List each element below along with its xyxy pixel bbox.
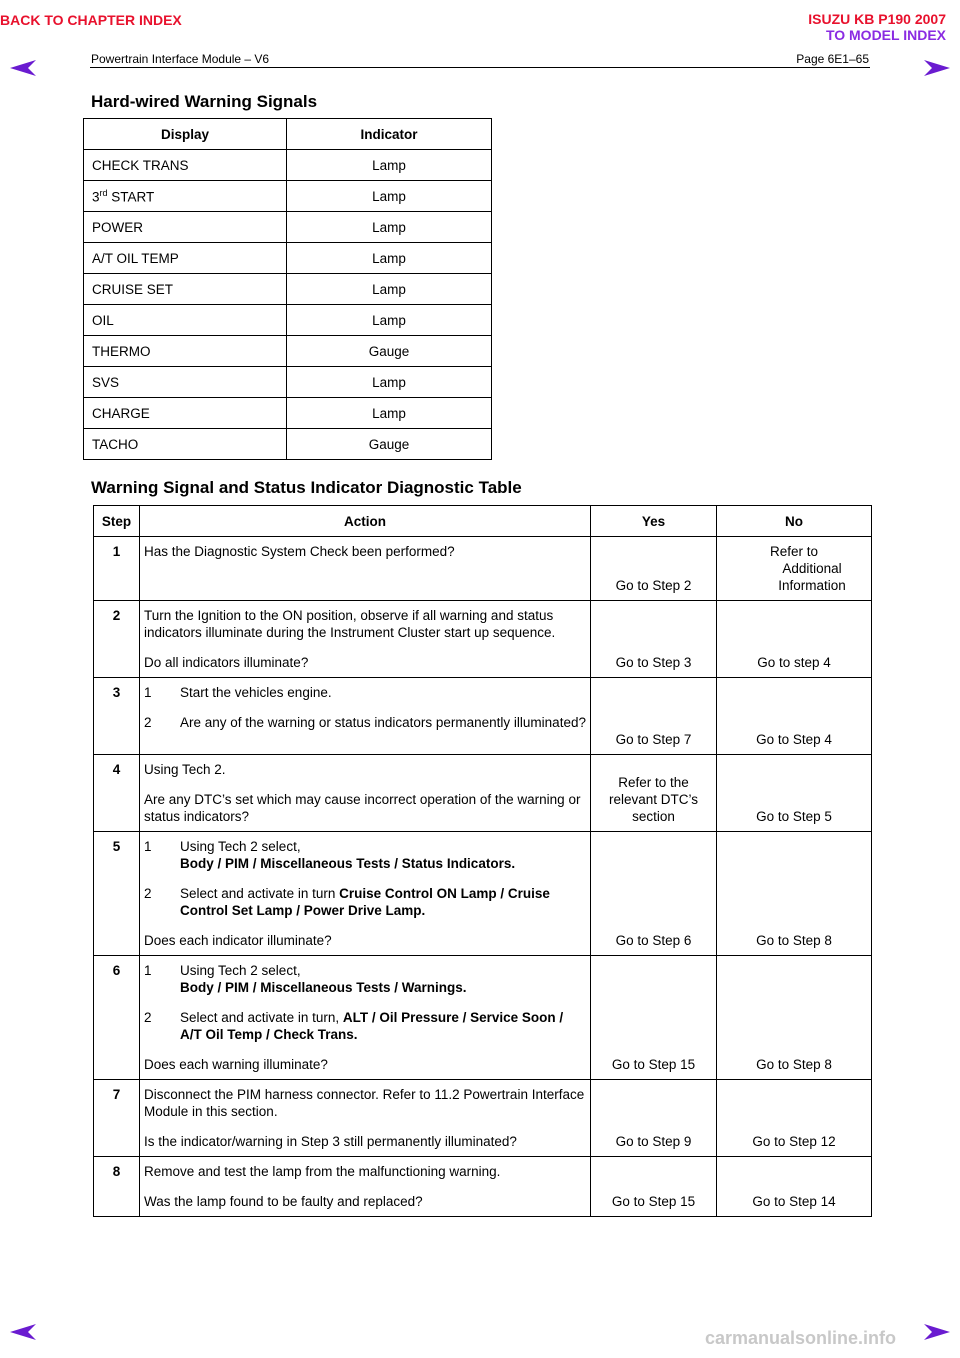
no-cell: Go to Step 4: [717, 678, 872, 755]
yes-cell: [591, 755, 717, 832]
action-question: Does each warning illuminate?: [144, 1057, 328, 1072]
yes-cell: Go to Step 3: [591, 601, 717, 678]
display-cell: 3rd START: [84, 181, 287, 212]
action-question: Is the indicator/warning in Step 3 still permanently illuminated?: [144, 1134, 517, 1149]
action-text: Remove and test the lamp from the malfunctioning warning.: [144, 1164, 501, 1179]
next-page-arrow-bottom-icon[interactable]: [922, 1322, 952, 1342]
table-row: [84, 181, 492, 212]
list-item: 2 Select and activate in turn, ALT / Oil Pressure / Service Soon / A/T Oil Temp / Check Trans.: [144, 1010, 564, 1042]
no-line: Information: [778, 578, 846, 593]
display-cell: THERMO: [84, 336, 287, 367]
table-row: [84, 305, 492, 336]
indicator-cell: Gauge: [287, 429, 492, 460]
col-indicator-header: Indicator: [287, 119, 492, 150]
no-line: Refer to: [769, 544, 819, 559]
action-cell: [140, 1157, 591, 1217]
diagnostic-table-heading: Warning Signal and Status Indicator Diagnostic Table: [91, 478, 522, 497]
table-row: [94, 1157, 872, 1217]
step-number: 4: [94, 755, 140, 832]
yes-cell: Go to Step 2: [591, 537, 717, 601]
table-header-row: [94, 506, 872, 537]
action-cell: [140, 755, 591, 832]
no-cell: Go to Step 14: [717, 1157, 872, 1217]
indicator-cell: Lamp: [287, 398, 492, 429]
table-row: [84, 336, 492, 367]
warning-signals-table: [83, 118, 492, 460]
yes-line: Refer to the: [618, 775, 689, 790]
table-row: [84, 367, 492, 398]
col-display-header: Display: [84, 119, 287, 150]
col-action-header: Action: [140, 506, 591, 537]
indicator-cell: Lamp: [287, 150, 492, 181]
col-no-header: No: [717, 506, 872, 537]
table-header-row: [84, 119, 492, 150]
step-number: 1: [94, 537, 140, 601]
table-row: [94, 832, 872, 956]
action-question: Do all indicators illuminate?: [144, 655, 309, 670]
col-yes-header: Yes: [591, 506, 717, 537]
table-row: [84, 243, 492, 274]
action-cell: Has the Diagnostic System Check been performed?: [140, 537, 591, 601]
display-cell: A/T OIL TEMP: [84, 243, 287, 274]
action-text: Turn the Ignition to the ON position, observe if all warning and status indicators illuminate during the Instrument Cluster start up sequence.: [144, 608, 556, 640]
display-cell: OIL: [84, 305, 287, 336]
action-cell: [140, 678, 591, 755]
yes-cell: Go to Step 6: [591, 832, 717, 956]
back-to-chapter-index-link[interactable]: BACK TO CHAPTER INDEX: [0, 12, 182, 28]
display-cell: SVS: [84, 367, 287, 398]
indicator-cell: Lamp: [287, 243, 492, 274]
yes-cell: Go to Step 15: [591, 1157, 717, 1217]
running-title: Powertrain Interface Module – V6: [91, 52, 270, 66]
no-cell: Go to Step 8: [717, 956, 872, 1080]
indicator-cell: Gauge: [287, 336, 492, 367]
table-row: [94, 956, 872, 1080]
step-number: 7: [94, 1080, 140, 1157]
table-row: [84, 150, 492, 181]
action-cell: [140, 1080, 591, 1157]
table-row: [84, 274, 492, 305]
next-page-arrow-icon[interactable]: [922, 58, 952, 78]
display-cell: POWER: [84, 212, 287, 243]
action-cell: [140, 832, 591, 956]
prev-page-arrow-bottom-icon[interactable]: [8, 1322, 38, 1342]
action-cell: [140, 956, 591, 1080]
watermark: carmanualsonline.info: [705, 1328, 897, 1348]
header-rule: [90, 67, 870, 68]
no-cell: [717, 537, 872, 601]
action-question: Does each indicator illuminate?: [144, 933, 332, 948]
no-cell: Go to step 4: [717, 601, 872, 678]
page-number: Page 6E1–65: [796, 52, 869, 66]
list-item: 2 Are any of the warning or status indicators permanently illuminated?: [144, 715, 586, 730]
table-row: [94, 601, 872, 678]
diagnostic-table: [93, 505, 872, 1217]
list-item: 1 Using Tech 2 select, Body / PIM / Miscellaneous Tests / Status Indicators.: [144, 839, 516, 871]
no-cell: Go to Step 12: [717, 1080, 872, 1157]
action-text: Using Tech 2.: [144, 762, 226, 777]
yes-line: section: [632, 809, 675, 824]
action-text: Disconnect the PIM harness connector. Refer to 11.2 Powertrain Interface Module in this section.: [144, 1087, 585, 1119]
model-line1: ISUZU KB P190 2007: [808, 11, 946, 27]
list-item: 1 Start the vehicles engine.: [144, 685, 332, 700]
no-cell: Go to Step 8: [717, 832, 872, 956]
step-number: 6: [94, 956, 140, 1080]
action-question: Was the lamp found to be faulty and replaced?: [144, 1194, 423, 1209]
action-question: Are any DTC’s set which may cause incorrect operation of the warning or status indicators?: [144, 792, 581, 824]
yes-line: relevant DTC’s: [608, 792, 699, 807]
prev-page-arrow-icon[interactable]: [8, 58, 38, 78]
table-row: [94, 1080, 872, 1157]
list-item: 2 Select and activate in turn Cruise Control ON Lamp / Cruise Control Set Lamp / Power Drive Lamp.: [144, 886, 550, 918]
table-row: [84, 429, 492, 460]
list-item: 1 Using Tech 2 select, Body / PIM / Miscellaneous Tests / Warnings.: [144, 963, 467, 995]
indicator-cell: Lamp: [287, 305, 492, 336]
col-step-header: Step: [94, 506, 140, 537]
no-cell: Go to Step 5: [717, 755, 872, 832]
display-cell: TACHO: [84, 429, 287, 460]
table-row: [84, 398, 492, 429]
indicator-cell: Lamp: [287, 181, 492, 212]
table-row: [94, 678, 872, 755]
model-index-link[interactable]: [808, 11, 946, 43]
step-number: 2: [94, 601, 140, 678]
display-cell: CRUISE SET: [84, 274, 287, 305]
table-row: [94, 537, 872, 601]
display-cell: CHECK TRANS: [84, 150, 287, 181]
table-row: [84, 212, 492, 243]
yes-cell: Go to Step 15: [591, 956, 717, 1080]
step-number: 5: [94, 832, 140, 956]
action-cell: [140, 601, 591, 678]
display-cell: CHARGE: [84, 398, 287, 429]
indicator-cell: Lamp: [287, 367, 492, 398]
yes-cell: Go to Step 7: [591, 678, 717, 755]
indicator-cell: Lamp: [287, 212, 492, 243]
yes-cell: Go to Step 9: [591, 1080, 717, 1157]
no-line: Additional: [782, 561, 842, 576]
warning-signals-heading: Hard-wired Warning Signals: [91, 92, 318, 111]
step-number: 3: [94, 678, 140, 755]
model-line2: TO MODEL INDEX: [825, 27, 946, 43]
table-row: [94, 755, 872, 832]
step-number: 8: [94, 1157, 140, 1217]
indicator-cell: Lamp: [287, 274, 492, 305]
